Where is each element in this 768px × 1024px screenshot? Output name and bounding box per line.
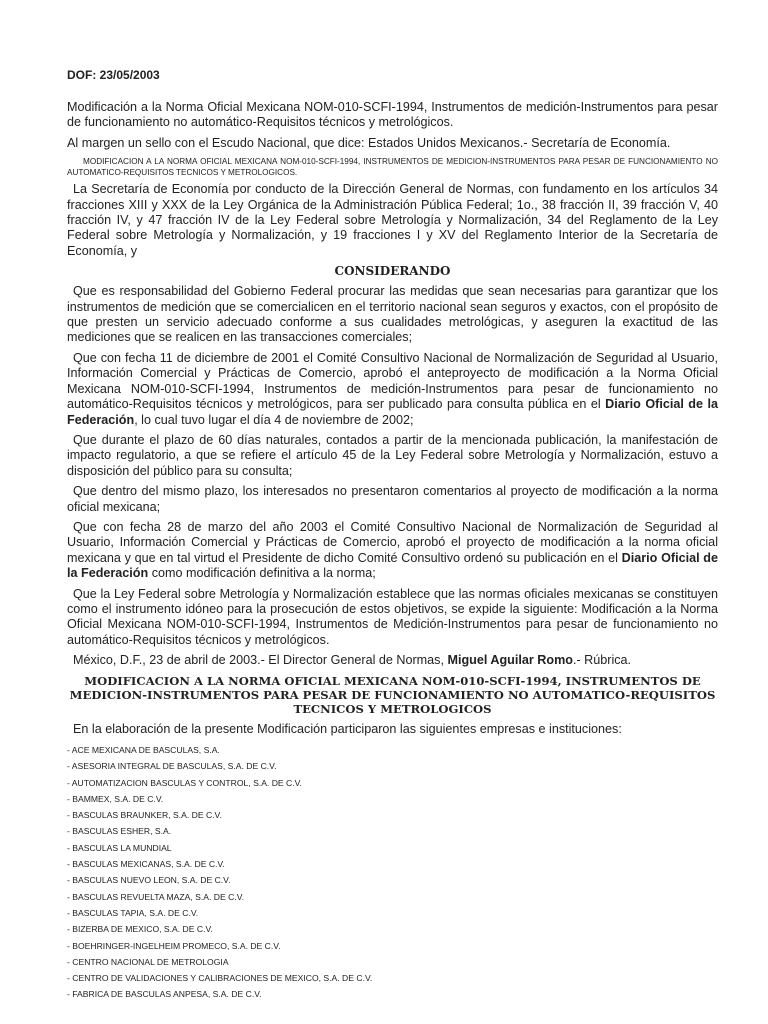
list-item: - ASESORIA INTEGRAL DE BASCULAS, S.A. DE C.V.	[67, 761, 277, 772]
list-item: - CENTRO NACIONAL DE METROLOGIA	[67, 956, 229, 967]
list-item: - BASCULAS LA MUNDIAL	[67, 842, 172, 853]
title-paragraph: Modificación a la Norma Oficial Mexicana NOM-010-SCFI-1994, Instrumentos de medición-Instrumentos para pesar de funcionamiento no automático-Requisitos técnicos y metrológicos.	[67, 100, 718, 130]
caps-title: MODIFICACION A LA NORMA OFICIAL MEXICANA NOM-010-SCFI-1994, INSTRUMENTOS DE MEDICION-INSTRUMENTOS PARA PESAR DE FUNCIONAMIENTO NO AUTOMATICO-REQUISITOS TECNICOS Y METROLOGICOS.	[67, 157, 718, 178]
list-item: - FABRICA DE BASCULAS ANPESA, S.A. DE C.V.	[67, 989, 262, 1000]
list-item: - BASCULAS TAPIA, S.A. DE C.V.	[67, 907, 199, 918]
considerando-paragraph-1: Que es responsabilidad del Gobierno Federal procurar las medidas que sean necesarias para garantizar que los instrumentos de medición que se comercialicen en el territorio nacional sean seguros y exactos, con el propósito de que presten un servicio adecuado conforme a sus cualidades metrológicas, y aseguren la exactitud de las mediciones que se realicen en las transacciones comerciales;	[67, 284, 718, 345]
list-item: - CENTRO DE VALIDACIONES Y CALIBRACIONES DE MEXICO, S.A. DE C.V.	[67, 973, 373, 984]
participants-intro: En la elaboración de la presente Modificación participaron las siguientes empresas e instituciones:	[73, 721, 622, 736]
dof-bold-reference: Diario Oficial de la Federación	[67, 550, 718, 581]
list-item: - BASCULAS NUEVO LEON, S.A. DE C.V.	[67, 875, 231, 886]
paragraph-text: , lo cual tuvo lugar el día 4 de noviembre de 2002;	[134, 412, 414, 427]
paragraph-text: Que con fecha 28 de marzo del año 2003 el Comité Consultivo Nacional de Normalización de Seguridad al Usuario, Información Comercial y Prácticas de Comercio, aprobó el proyecto de modificación a la norma oficial mexicana y que en tal virtud el Presidente de dicho Comité Consultivo ordenó su publicación en el	[67, 519, 718, 565]
list-item: - BASCULAS REVUELTA MAZA, S.A. DE C.V.	[67, 891, 245, 902]
secretaria-paragraph: La Secretaría de Economía por conducto de la Dirección General de Normas, con fundamento en los artículos 34 fracciones XIII y XXX de la Ley Orgánica de la Administración Pública Federal; 1o., 38 fracción II, 39 fracción V, 40 fracción IV, y 47 fracción IV de la Ley Federal sobre Metrología y Normalización, 34 del Reglamento de la Ley Federal sobre Metrología y Normalización, y 19 fracciones I y XV del Reglamento Interior de la Secretaría de Economía, y	[67, 182, 718, 258]
dof-date: DOF: 23/05/2003	[67, 68, 160, 82]
seal-paragraph: Al margen un sello con el Escudo Nacional, que dice: Estados Unidos Mexicanos.- Secretaría de Economía.	[67, 135, 671, 150]
paragraph-text: .- Rúbrica.	[572, 653, 632, 668]
considerando-paragraph-3: Que durante el plazo de 60 días naturales, contados a partir de la mencionada publicación, la manifestación de impacto regulatorio, a que se refiere el artículo 45 de la Ley Federal sobre Metrología y Normalización, estuvo a disposición del público para su consulta;	[67, 432, 718, 478]
list-item: - BAMMEX, S.A. DE C.V.	[67, 793, 164, 804]
list-item: - ACE MEXICANA DE BASCULAS, S.A.	[67, 745, 220, 755]
considerando-paragraph-5	[67, 520, 718, 582]
list-item: - AUTOMATIZACION BASCULAS Y CONTROL, S.A. DE C.V.	[67, 777, 302, 788]
signatory-name: Miguel Aguilar Romo	[447, 653, 573, 668]
considerando-paragraph-4: Que dentro del mismo plazo, los interesados no presentaron comentarios al proyecto de modificación a la norma oficial mexicana;	[67, 484, 718, 514]
paragraph-text: Que con fecha 11 de diciembre de 2001 el Comité Consultivo Nacional de Normalización de Seguridad al Usuario, Información Comercial y Prácticas de Comercio, aprobó el anteproyecto de modificación a la Norma Oficial Mexicana NOM-010-SCFI-1994, Instrumentos de medición-Instrumentos para pesar de funcionamiento no automático-Requisitos técnicos y metrológicos, para ser publicado para consulta pública en el	[67, 350, 718, 412]
list-item: - BASCULAS BRAUNKER, S.A. DE C.V.	[67, 810, 222, 821]
dof-bold-reference: Diario Oficial de la Federación	[67, 397, 718, 427]
list-item: - BOEHRINGER-INGELHEIM PROMECO, S.A. DE C.V.	[67, 940, 281, 951]
companies-list	[67, 742, 718, 1003]
list-item: - BASCULAS ESHER, S.A.	[67, 826, 172, 837]
signature-paragraph	[67, 653, 718, 668]
considerando-paragraph-2	[67, 351, 718, 428]
paragraph-text: México, D.F., 23 de abril de 2003.- El Director General de Normas,	[73, 653, 448, 668]
considerando-heading: CONSIDERANDO	[334, 264, 451, 279]
modification-heading: MODIFICACION A LA NORMA OFICIAL MEXICANA NOM-010-SCFI-1994, INSTRUMENTOS DE MEDICION-INSTRUMENTOS PARA PESAR DE FUNCIONAMIENTO NO AUTOMATICO-REQUISITOS TECNICOS Y METROLOGICOS	[69, 673, 716, 716]
paragraph-text: como modificación definitiva a la norma;	[148, 566, 376, 581]
list-item: - BIZERBA DE MEXICO, S.A. DE C.V.	[67, 924, 213, 935]
considerando-paragraph-6: Que la Ley Federal sobre Metrología y Normalización establece que las normas oficiales mexicanas se constituyen como el instrumento idóneo para la prosecución de estos objetivos, se expide la siguiente: Modificación a la Norma Oficial Mexicana NOM-010-SCFI-1994, Instrumentos de Medición-Instrumentos para pesar de funcionamiento no automático-Requisitos técnicos y metrológicos.	[67, 586, 718, 647]
list-item: - BASCULAS MEXICANAS, S.A. DE C.V.	[67, 859, 225, 870]
